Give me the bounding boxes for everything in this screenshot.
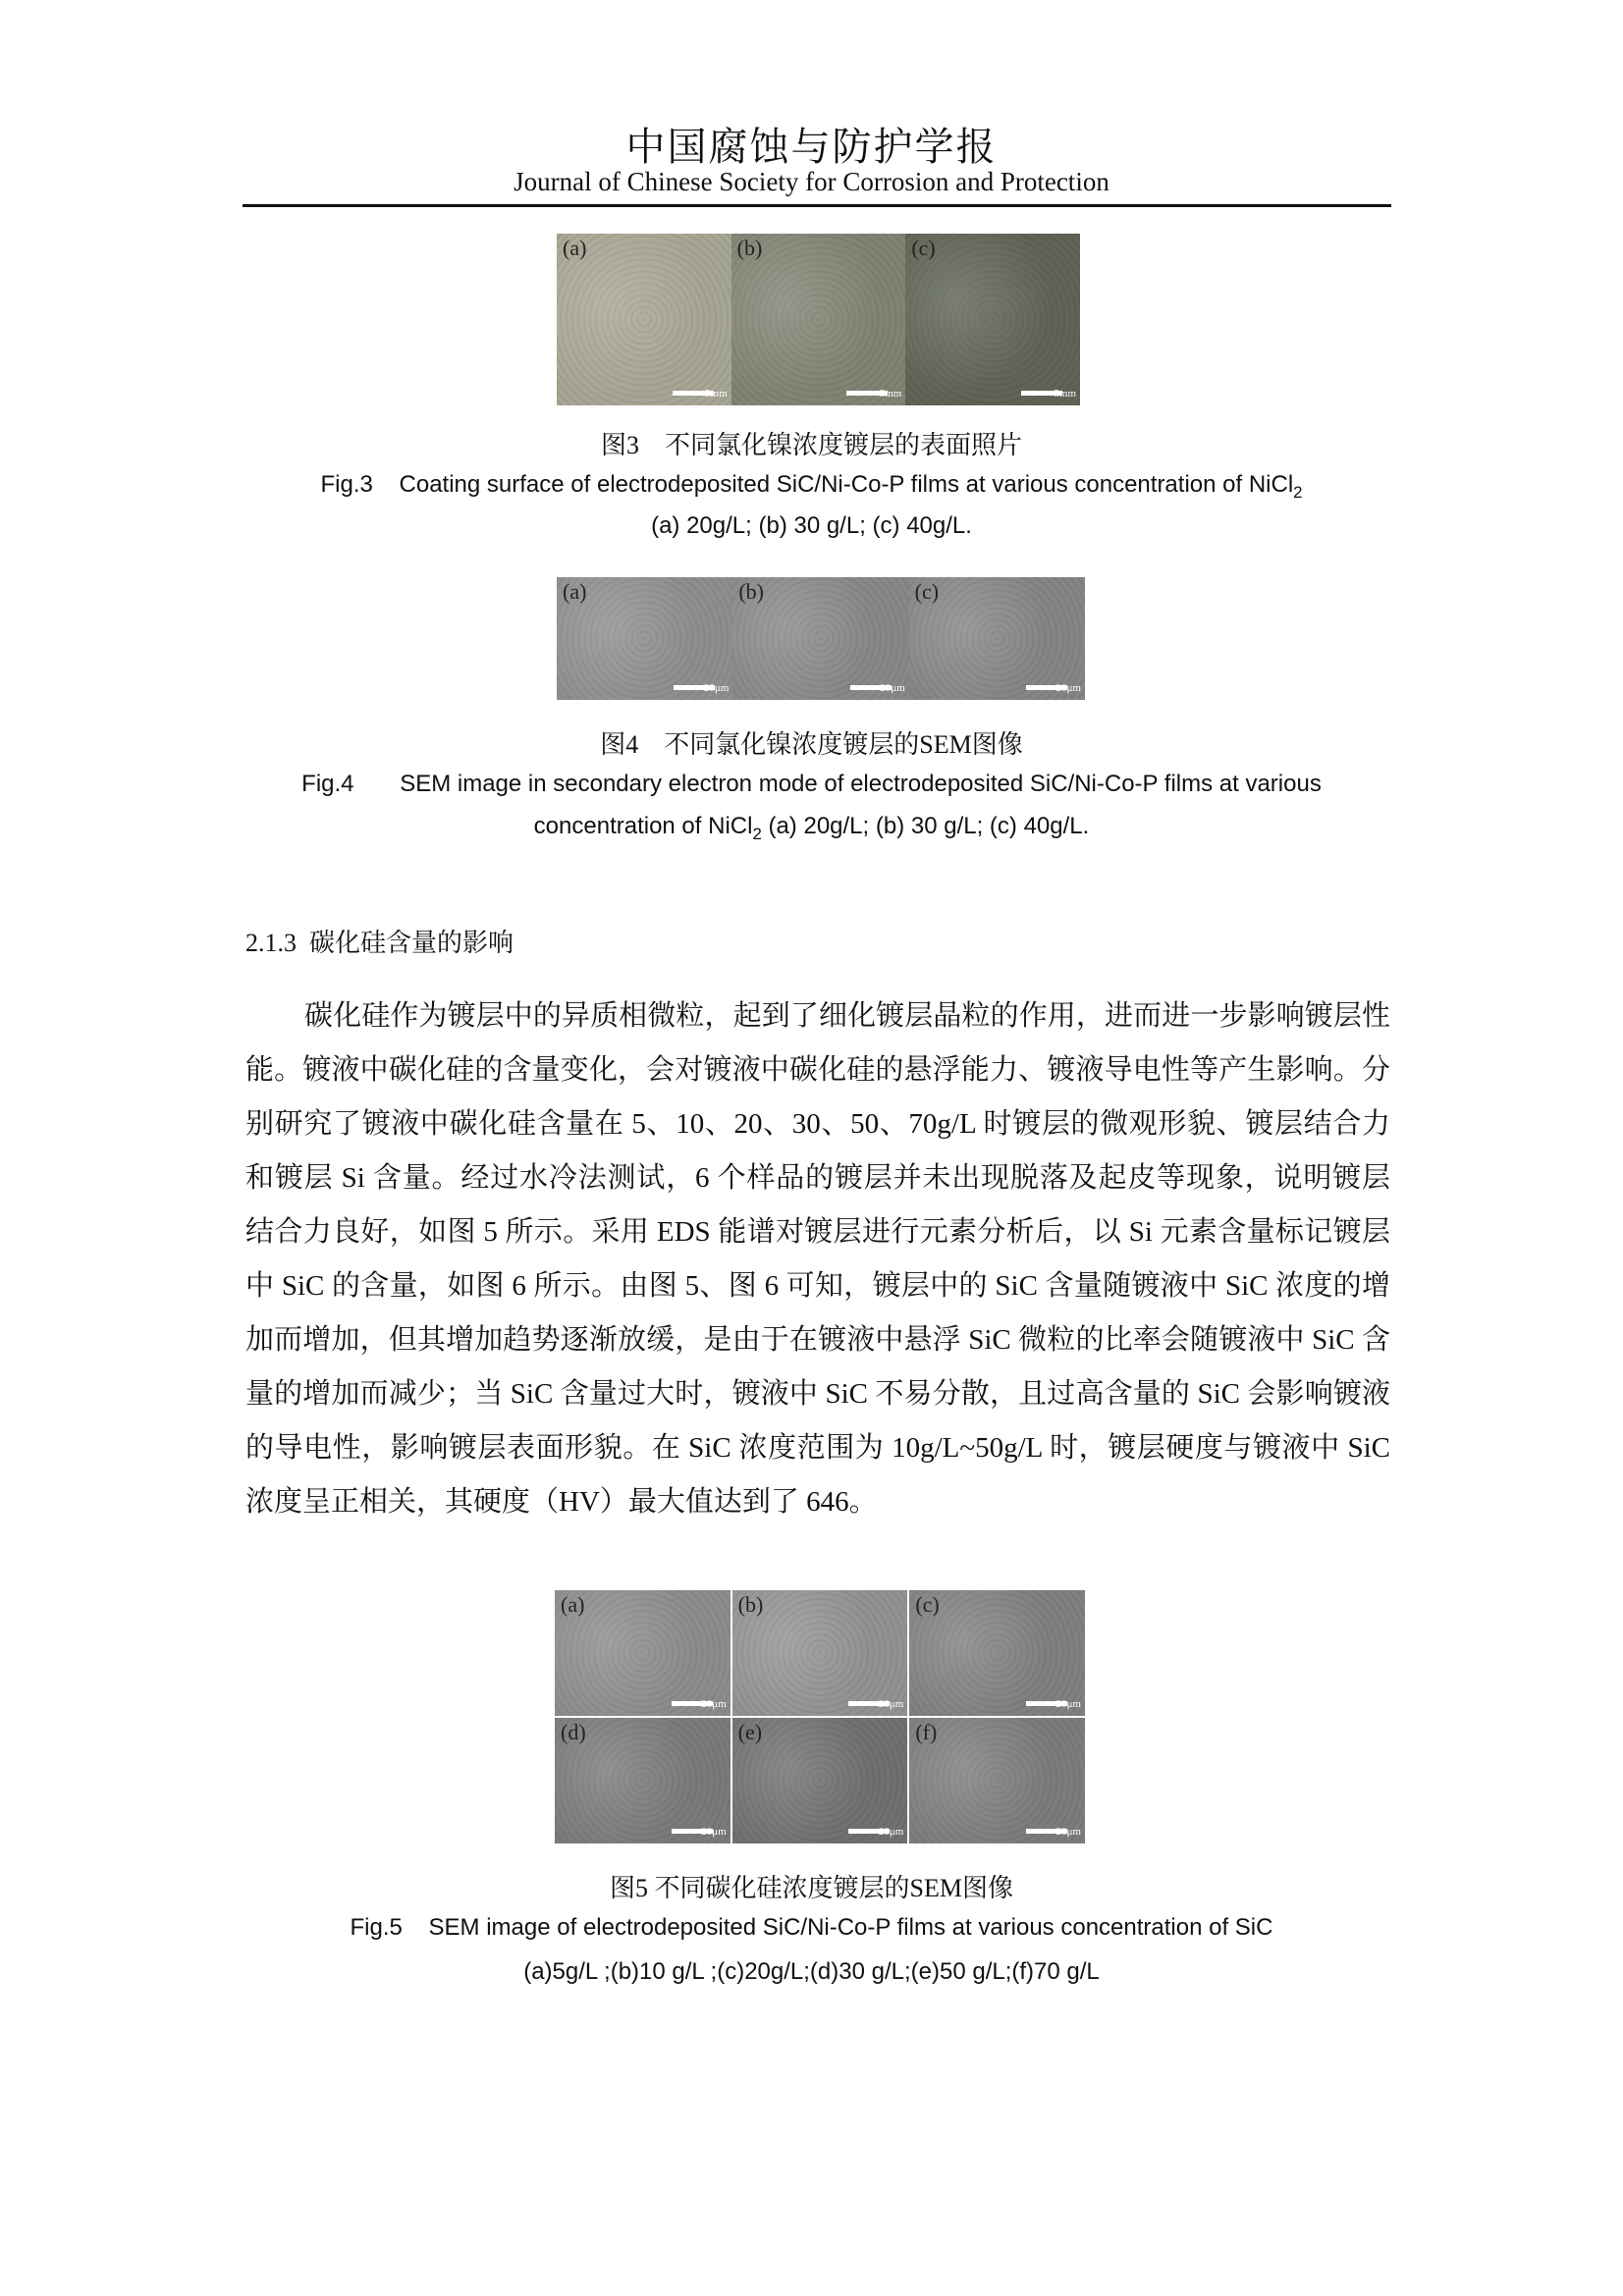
paragraph-line: 和镀层 Si 含量。经过水冷法测试，6 个样品的镀层并未出现脱落及起皮等现象，说明镀层 xyxy=(245,1162,1390,1194)
paragraph-line: 结合力良好，如图 5 所示。采用 EDS 能谱对镀层进行元素分析后，以 Si 元素含量标记镀层 xyxy=(245,1216,1390,1248)
figure-5-panel xyxy=(732,1590,908,1716)
figure-4-panel xyxy=(732,577,908,700)
scale-bar-label: 20μm xyxy=(1055,682,1081,694)
figure-3-panel xyxy=(905,234,1080,405)
journal-title-cn: 中国腐蚀与防护学报 xyxy=(625,125,998,169)
caption-text: concentration of NiCl xyxy=(533,813,753,839)
figure-3-caption-cn: 图3 不同氯化镍浓度镀层的表面照片 xyxy=(600,431,1022,459)
figure-5-caption-cn: 图5 不同碳化硅浓度镀层的SEM图像 xyxy=(610,1874,1013,1902)
figure-4-panel xyxy=(557,577,732,700)
figure-4-caption-en-2 xyxy=(0,813,1623,844)
figure-5-panel xyxy=(732,1718,908,1843)
figure-4-image xyxy=(557,577,1085,700)
panel-label: (a) xyxy=(563,236,587,260)
paragraph-line: 能。镀液中碳化硅的含量变化，会对镀液中碳化硅的悬浮能力、镀液导电性等产生影响。分 xyxy=(245,1054,1390,1086)
scale-bar-label: 20μm xyxy=(701,1698,727,1710)
panel-label: (f) xyxy=(915,1720,938,1744)
figure-5-panel xyxy=(909,1590,1085,1716)
panel-label: (e) xyxy=(737,1720,763,1744)
scale-bar-label: 20μm xyxy=(880,682,905,694)
paragraph-line: 中 SiC 的含量，如图 6 所示。由图 5、图 6 可知，镀层中的 SiC 含量随镀液中 SiC 浓度的增 xyxy=(245,1270,1390,1302)
scale-bar-label: 5mm xyxy=(705,388,728,400)
journal-title-en: Journal of Chinese Society for Corrosion and Protection xyxy=(514,167,1109,196)
panel-label: (b) xyxy=(736,236,763,260)
figure-5-panel xyxy=(555,1590,730,1716)
paragraph-line: 别研究了镀液中碳化硅含量在 5、10、20、30、50、70g/L 时镀层的微观形貌、镀层结合力 xyxy=(245,1108,1390,1140)
panel-label: (d) xyxy=(561,1720,586,1744)
figure-5-panel xyxy=(555,1718,730,1843)
panel-label: (a) xyxy=(561,1592,585,1617)
figure-5-caption-en-2: (a)5g/L ;(b)10 g/L ;(c)20g/L;(d)30 g/L;(e)50 g/L;(f)70 g/L xyxy=(523,1958,1100,1985)
caption-text: Fig.3 Coating surface of electrodeposited SiC/Ni-Co-P films at various concentration of NiCl xyxy=(320,471,1294,498)
figure-3-caption-en xyxy=(0,471,1623,503)
scale-bar-label: 20μm xyxy=(703,682,730,694)
scale-bar-label: 20μm xyxy=(878,1698,904,1710)
figure-3-panel xyxy=(557,234,731,405)
figure-3-panel xyxy=(731,234,906,405)
panel-label: (c) xyxy=(914,579,940,604)
scale-bar-label: 20μm xyxy=(1055,1698,1081,1710)
caption-subscript: 2 xyxy=(1293,482,1303,502)
section-heading: 2.1.3 碳化硅含量的影响 xyxy=(245,929,514,957)
scale-bar-label: 20μm xyxy=(878,1826,904,1838)
figure-3-caption-en-2: (a) 20g/L; (b) 30 g/L; (c) 40g/L. xyxy=(651,512,972,539)
scale-bar-label: 5mm xyxy=(879,388,902,400)
panel-label: (c) xyxy=(915,1592,940,1617)
figure-4-caption-cn: 图4 不同氯化镍浓度镀层的SEM图像 xyxy=(600,730,1023,759)
panel-label: (a) xyxy=(563,579,587,604)
paragraph-line: 浓度呈正相关，其硬度（HV）最大值达到了 646。 xyxy=(245,1486,878,1518)
caption-text: (a) 20g/L; (b) 30 g/L; (c) 40g/L. xyxy=(761,813,1090,839)
panel-label: (c) xyxy=(911,236,936,260)
paragraph-line: 加而增加，但其增加趋势逐渐放缓，是由于在镀液中悬浮 SiC 微粒的比率会随镀液中 SiC 含 xyxy=(245,1324,1390,1356)
scale-bar-label: 5mm xyxy=(1054,388,1077,400)
figure-4-panel xyxy=(909,577,1085,700)
figure-5-panel xyxy=(909,1718,1085,1843)
caption-subscript: 2 xyxy=(752,824,762,843)
figure-4-caption-en: Fig.4 SEM image in secondary electron mode of electrodeposited SiC/Ni-Co-P films at various xyxy=(301,771,1322,797)
body-paragraph xyxy=(245,993,1390,1543)
scale-bar-label: 20μm xyxy=(1055,1826,1081,1838)
scale-bar-label: 20μm xyxy=(701,1826,727,1838)
figure-5-caption-en: Fig.5 SEM image of electrodeposited SiC/Ni-Co-P films at various concentration of SiC xyxy=(350,1914,1273,1941)
panel-label: (b) xyxy=(737,1592,764,1617)
figure-3-image xyxy=(557,234,1080,405)
figure-5-image xyxy=(555,1590,1085,1843)
paragraph-line: 的导电性，影响镀层表面形貌。在 SiC 浓度范围为 10g/L~50g/L 时，镀层硬度与镀液中 SiC xyxy=(245,1432,1390,1464)
paragraph-line: 量的增加而减少；当 SiC 含量过大时，镀液中 SiC 不易分散，且过高含量的 SiC 会影响镀液 xyxy=(245,1378,1390,1410)
header-rule xyxy=(243,204,1391,207)
paragraph-line: 碳化硅作为镀层中的异质相微粒，起到了细化镀层晶粒的作用，进而进一步影响镀层性 xyxy=(304,1000,1390,1032)
panel-label: (b) xyxy=(738,579,764,604)
